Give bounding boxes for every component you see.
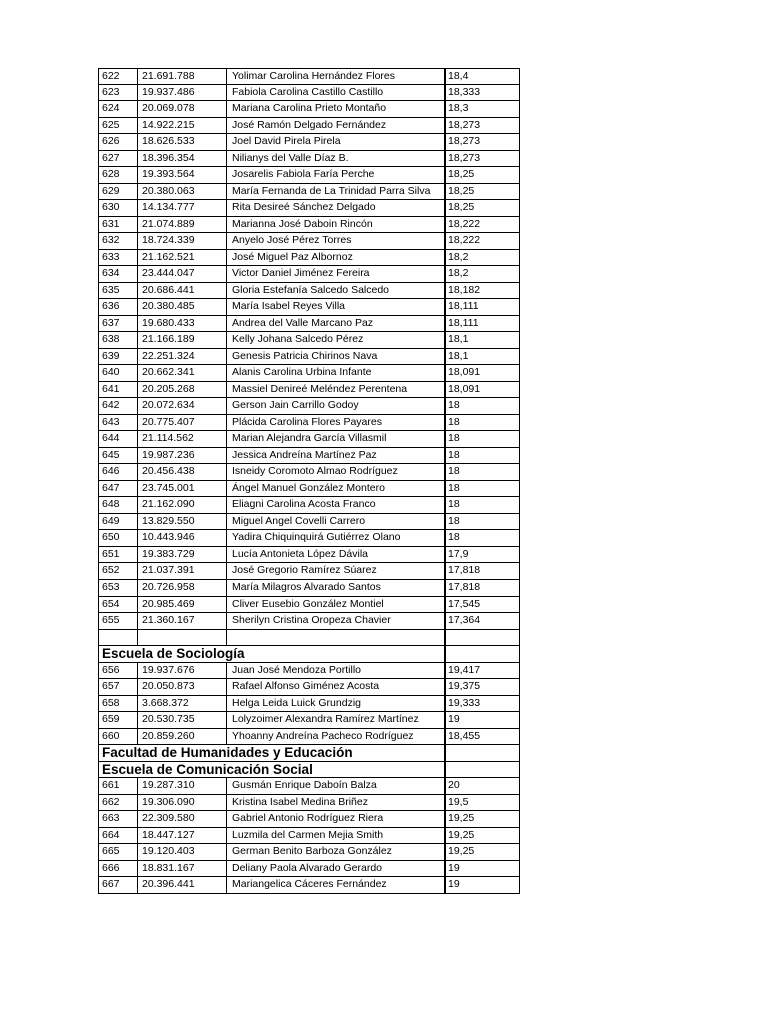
row-number-cell: 626: [98, 134, 138, 150]
row-number-cell: 660: [98, 729, 138, 745]
row-number-cell: 623: [98, 85, 138, 101]
id-number-cell: 22.309.580: [138, 811, 227, 827]
id-number-cell: 21.691.788: [138, 69, 227, 84]
row-number-cell: 627: [98, 151, 138, 167]
row-number-cell: 652: [98, 563, 138, 579]
table-row: [98, 580, 520, 597]
id-number-cell: 14.134.777: [138, 200, 227, 216]
score-cell: 18,1: [446, 332, 520, 348]
table-row: [98, 200, 520, 217]
score-cell: 19: [446, 877, 520, 893]
row-number-cell: 665: [98, 844, 138, 860]
score-cell: [446, 630, 520, 646]
empty-cell: [446, 762, 520, 778]
student-name-cell: Eliagni Carolina Acosta Franco: [227, 497, 446, 513]
table-row: [98, 795, 520, 812]
student-name-cell: Joel David Pirela Pirela: [227, 134, 446, 150]
row-number-cell: 642: [98, 398, 138, 414]
student-name-cell: Marianna José Daboin Rincón: [227, 217, 446, 233]
row-number-cell: 651: [98, 547, 138, 563]
id-number-cell: 20.859.260: [138, 729, 227, 745]
row-number-cell: 647: [98, 481, 138, 497]
table-row: [98, 563, 520, 580]
id-number-cell: 3.668.372: [138, 696, 227, 712]
id-number-cell: 21.162.090: [138, 497, 227, 513]
table-row: [98, 332, 520, 349]
student-name-cell: Lolyzoimer Alexandra Ramírez Martínez: [227, 712, 446, 728]
score-cell: 18,182: [446, 283, 520, 299]
score-cell: 18,4: [446, 69, 520, 84]
score-cell: 18,273: [446, 118, 520, 134]
section-heading-text: Escuela de Sociología: [98, 646, 446, 662]
score-cell: 18: [446, 530, 520, 546]
section-heading: [98, 745, 520, 762]
row-number-cell: 666: [98, 861, 138, 877]
student-name-cell: Luzmila del Carmen Mejia Smith: [227, 828, 446, 844]
row-number-cell: 655: [98, 613, 138, 629]
table-row: [98, 349, 520, 366]
student-name-cell: Mariana Carolina Prieto Montaño: [227, 101, 446, 117]
id-number-cell: 20.662.341: [138, 365, 227, 381]
row-number-cell: 659: [98, 712, 138, 728]
student-name-cell: Jessica Andreína Martínez Paz: [227, 448, 446, 464]
score-cell: 18,2: [446, 266, 520, 282]
student-name-cell: Plácida Carolina Flores Payares: [227, 415, 446, 431]
table-row: [98, 530, 520, 547]
row-number-cell: 645: [98, 448, 138, 464]
id-number-cell: 19.383.729: [138, 547, 227, 563]
id-number-cell: 23.745.001: [138, 481, 227, 497]
score-cell: 18: [446, 497, 520, 513]
student-name-cell: Ángel Manuel González Montero: [227, 481, 446, 497]
student-name-cell: Victor Daniel Jiménez Fereira: [227, 266, 446, 282]
table-row: [98, 299, 520, 316]
row-number-cell: 662: [98, 795, 138, 811]
table-row: [98, 398, 520, 415]
id-number-cell: 20.726.958: [138, 580, 227, 596]
id-number-cell: 10.443.946: [138, 530, 227, 546]
student-name-cell: Lucía Antonieta López Dávila: [227, 547, 446, 563]
row-number-cell: 644: [98, 431, 138, 447]
row-number-cell: 658: [98, 696, 138, 712]
score-cell: 18,3: [446, 101, 520, 117]
row-number-cell: 649: [98, 514, 138, 530]
section-heading-text: Facultad de Humanidades y Educación: [98, 745, 446, 761]
student-name-cell: Alanis Carolina Urbina Infante: [227, 365, 446, 381]
row-number-cell: 657: [98, 679, 138, 695]
student-name-cell: Juan José Mendoza Portillo: [227, 663, 446, 679]
id-number-cell: 21.037.391: [138, 563, 227, 579]
row-number-cell: 638: [98, 332, 138, 348]
table-row: [98, 514, 520, 531]
score-cell: 18: [446, 481, 520, 497]
table-row: [98, 151, 520, 168]
table-row: [98, 481, 520, 498]
row-number-cell: [98, 630, 138, 646]
id-number-cell: 21.162.521: [138, 250, 227, 266]
id-number-cell: 19.680.433: [138, 316, 227, 332]
row-number-cell: 639: [98, 349, 138, 365]
score-cell: 17,818: [446, 580, 520, 596]
score-cell: 19: [446, 712, 520, 728]
row-number-cell: 633: [98, 250, 138, 266]
row-number-cell: 650: [98, 530, 138, 546]
id-number-cell: 20.380.063: [138, 184, 227, 200]
row-number-cell: 661: [98, 778, 138, 794]
student-name-cell: Sherilyn Cristina Oropeza Chavier: [227, 613, 446, 629]
table-row: [98, 250, 520, 267]
id-number-cell: 21.166.189: [138, 332, 227, 348]
row-number-cell: 648: [98, 497, 138, 513]
table-row: [98, 613, 520, 630]
row-number-cell: 653: [98, 580, 138, 596]
table-row: [98, 365, 520, 382]
student-name-cell: Rafael Alfonso Giménez Acosta: [227, 679, 446, 695]
table-row: [98, 101, 520, 118]
student-name-cell: Josarelis Fabiola Faría Perche: [227, 167, 446, 183]
table-row: [98, 547, 520, 564]
score-cell: 18,222: [446, 217, 520, 233]
score-cell: 18,25: [446, 167, 520, 183]
table-row: [98, 266, 520, 283]
table-row: [98, 696, 520, 713]
table-row: [98, 134, 520, 151]
id-number-cell: 21.360.167: [138, 613, 227, 629]
table-row: [98, 828, 520, 845]
id-number-cell: 18.447.127: [138, 828, 227, 844]
table-row: [98, 233, 520, 250]
section-heading: [98, 646, 520, 663]
id-number-cell: 18.396.354: [138, 151, 227, 167]
id-number-cell: 21.114.562: [138, 431, 227, 447]
id-number-cell: 20.396.441: [138, 877, 227, 893]
score-cell: 18,25: [446, 184, 520, 200]
table-row: [98, 778, 520, 795]
score-cell: 18,222: [446, 233, 520, 249]
score-cell: 18: [446, 464, 520, 480]
score-cell: 18: [446, 415, 520, 431]
id-number-cell: 20.069.078: [138, 101, 227, 117]
row-number-cell: 643: [98, 415, 138, 431]
id-number-cell: 20.205.268: [138, 382, 227, 398]
row-number-cell: 635: [98, 283, 138, 299]
student-name-cell: Gerson Jain Carrillo Godoy: [227, 398, 446, 414]
student-name-cell: Marian Alejandra García Villasmil: [227, 431, 446, 447]
id-number-cell: 18.724.339: [138, 233, 227, 249]
table-row: [98, 316, 520, 333]
table-row: [98, 217, 520, 234]
id-number-cell: 19.287.310: [138, 778, 227, 794]
student-name-cell: José Ramón Delgado Fernández: [227, 118, 446, 134]
row-number-cell: 630: [98, 200, 138, 216]
table-row: [98, 431, 520, 448]
id-number-cell: 20.686.441: [138, 283, 227, 299]
student-name-cell: Miguel Angel Covelli Carrero: [227, 514, 446, 530]
score-cell: 18: [446, 431, 520, 447]
score-cell: 18,111: [446, 299, 520, 315]
score-cell: 17,9: [446, 547, 520, 563]
student-name-cell: Rita Desireé Sánchez Delgado: [227, 200, 446, 216]
row-number-cell: 641: [98, 382, 138, 398]
score-cell: 17,818: [446, 563, 520, 579]
row-number-cell: 640: [98, 365, 138, 381]
row-number-cell: 629: [98, 184, 138, 200]
score-cell: 20: [446, 778, 520, 794]
student-name-cell: José Gregorio Ramírez Súarez: [227, 563, 446, 579]
student-name-cell: María Isabel Reyes Villa: [227, 299, 446, 315]
id-number-cell: 13.829.550: [138, 514, 227, 530]
student-name-cell: Yadira Chiquinquirá Gutiérrez Olano: [227, 530, 446, 546]
results-table: [98, 68, 520, 894]
student-name-cell: Helga Leida Luick Grundzig: [227, 696, 446, 712]
id-number-cell: 20.985.469: [138, 597, 227, 613]
score-cell: 18,111: [446, 316, 520, 332]
section-heading: [98, 762, 520, 779]
score-cell: 19,375: [446, 679, 520, 695]
id-number-cell: 19.306.090: [138, 795, 227, 811]
score-cell: 19,25: [446, 811, 520, 827]
table-row: [98, 184, 520, 201]
table-row: [98, 663, 520, 680]
table-row: [98, 68, 520, 85]
row-number-cell: 634: [98, 266, 138, 282]
id-number-cell: 19.120.403: [138, 844, 227, 860]
score-cell: 18,273: [446, 151, 520, 167]
row-number-cell: 622: [98, 69, 138, 84]
id-number-cell: 19.987.236: [138, 448, 227, 464]
id-number-cell: 19.937.486: [138, 85, 227, 101]
table-row: [98, 382, 520, 399]
student-name-cell: Gloria Estefanía Salcedo Salcedo: [227, 283, 446, 299]
table-row: [98, 877, 520, 894]
score-cell: 19,417: [446, 663, 520, 679]
table-row: [98, 844, 520, 861]
student-name-cell: Deliany Paola Alvarado Gerardo: [227, 861, 446, 877]
row-number-cell: 654: [98, 597, 138, 613]
table-row: [98, 861, 520, 878]
student-name-cell: María Milagros Alvarado Santos: [227, 580, 446, 596]
score-cell: 19,333: [446, 696, 520, 712]
row-number-cell: 663: [98, 811, 138, 827]
student-name-cell: Anyelo José Pérez Torres: [227, 233, 446, 249]
student-name-cell: [227, 630, 446, 646]
score-cell: 19,25: [446, 844, 520, 860]
score-cell: 18: [446, 448, 520, 464]
id-number-cell: 14.922.215: [138, 118, 227, 134]
score-cell: 18,273: [446, 134, 520, 150]
student-name-cell: Fabiola Carolina Castillo Castillo: [227, 85, 446, 101]
table-row: [98, 597, 520, 614]
table-row: [98, 415, 520, 432]
id-number-cell: 20.530.735: [138, 712, 227, 728]
id-number-cell: 22.251.324: [138, 349, 227, 365]
student-name-cell: Massiel Denireé Meléndez Perentena: [227, 382, 446, 398]
table-row: [98, 679, 520, 696]
id-number-cell: 19.937.676: [138, 663, 227, 679]
score-cell: 18,091: [446, 382, 520, 398]
row-number-cell: 656: [98, 663, 138, 679]
table-row: [98, 729, 520, 746]
row-number-cell: 625: [98, 118, 138, 134]
score-cell: 18,2: [446, 250, 520, 266]
student-name-cell: Andrea del Valle Marcano Paz: [227, 316, 446, 332]
row-number-cell: 632: [98, 233, 138, 249]
table-row: [98, 283, 520, 300]
score-cell: 18,333: [446, 85, 520, 101]
student-name-cell: Gabriel Antonio Rodríguez Riera: [227, 811, 446, 827]
score-cell: 18: [446, 398, 520, 414]
row-number-cell: 631: [98, 217, 138, 233]
empty-cell: [446, 745, 520, 761]
row-number-cell: 624: [98, 101, 138, 117]
table-row: [98, 811, 520, 828]
row-number-cell: 646: [98, 464, 138, 480]
student-name-cell: Kelly Johana Salcedo Pérez: [227, 332, 446, 348]
row-number-cell: 636: [98, 299, 138, 315]
table-row: [98, 448, 520, 465]
student-name-cell: José Miguel Paz Albornoz: [227, 250, 446, 266]
student-name-cell: Gusmán Enrique Daboín Balza: [227, 778, 446, 794]
student-name-cell: Yhoanny Andreína Pacheco Rodríguez: [227, 729, 446, 745]
id-number-cell: 20.380.485: [138, 299, 227, 315]
table-row: [98, 712, 520, 729]
student-name-cell: Mariangelica Cáceres Fernández: [227, 877, 446, 893]
id-number-cell: 18.626.533: [138, 134, 227, 150]
score-cell: 18,25: [446, 200, 520, 216]
student-name-cell: German Benito Barboza González: [227, 844, 446, 860]
score-cell: 18,1: [446, 349, 520, 365]
table-row: [98, 85, 520, 102]
score-cell: 18: [446, 514, 520, 530]
row-number-cell: 667: [98, 877, 138, 893]
score-cell: 18,091: [446, 365, 520, 381]
score-cell: 19,25: [446, 828, 520, 844]
row-number-cell: 628: [98, 167, 138, 183]
id-number-cell: 18.831.167: [138, 861, 227, 877]
table-row: [98, 630, 520, 647]
student-name-cell: Kristina Isabel Medina Briñez: [227, 795, 446, 811]
student-name-cell: Nilianys del Valle Díaz B.: [227, 151, 446, 167]
student-name-cell: Cliver Eusebio González Montiel: [227, 597, 446, 613]
score-cell: 17,545: [446, 597, 520, 613]
id-number-cell: 20.050.873: [138, 679, 227, 695]
empty-cell: [446, 646, 520, 662]
id-number-cell: 21.074.889: [138, 217, 227, 233]
score-cell: 18,455: [446, 729, 520, 745]
score-cell: 17,364: [446, 613, 520, 629]
score-cell: 19: [446, 861, 520, 877]
row-number-cell: 664: [98, 828, 138, 844]
id-number-cell: 20.775.407: [138, 415, 227, 431]
student-name-cell: María Fernanda de La Trinidad Parra Silva: [227, 184, 446, 200]
student-name-cell: Isneidy Coromoto Almao Rodríguez: [227, 464, 446, 480]
score-cell: 19,5: [446, 795, 520, 811]
id-number-cell: 19.393.564: [138, 167, 227, 183]
table-row: [98, 464, 520, 481]
id-number-cell: 20.456.438: [138, 464, 227, 480]
table-row: [98, 497, 520, 514]
id-number-cell: 20.072.634: [138, 398, 227, 414]
student-name-cell: Genesis Patricia Chirinos Nava: [227, 349, 446, 365]
row-number-cell: 637: [98, 316, 138, 332]
section-heading-text: Escuela de Comunicación Social: [98, 762, 446, 778]
table-row: [98, 167, 520, 184]
id-number-cell: [138, 630, 227, 646]
student-name-cell: Yolimar Carolina Hernández Flores: [227, 69, 446, 84]
id-number-cell: 23.444.047: [138, 266, 227, 282]
table-row: [98, 118, 520, 135]
